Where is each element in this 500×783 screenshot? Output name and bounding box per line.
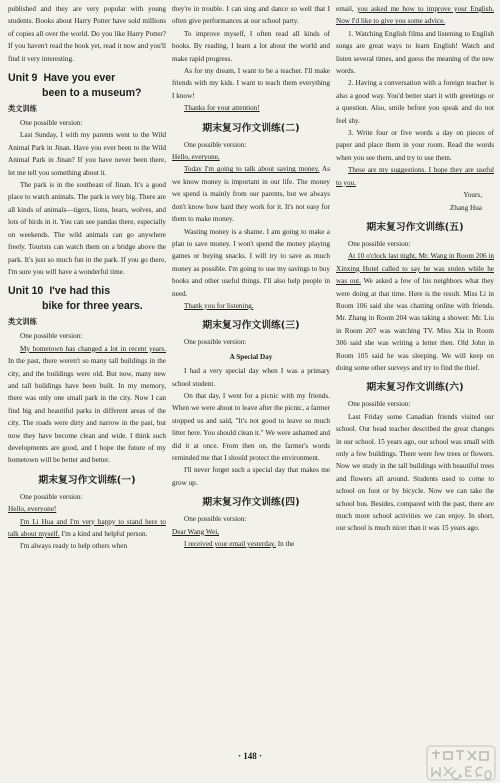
section-1-paragraph-1-rest: I'm a kind and helpful person.	[59, 530, 148, 538]
section-2-greeting: Hello, everyone,	[172, 153, 220, 162]
advice-3: 3. Write four or five words a day on pieces of paper and place them in your room. Read the words when you see them, and try to use them.	[336, 129, 494, 162]
column-3	[336, 3, 494, 745]
unit-9-title-line2: been to a museum?	[42, 87, 142, 100]
review-section-3-title: 期末复习作文训练(三)	[202, 320, 300, 332]
section-1-greeting: Hello, everyone!	[8, 505, 57, 514]
section-6-version-label: One possible version:	[348, 400, 411, 409]
review-section-1-title: 期末复习作文训练(一)	[38, 474, 136, 486]
unit-10-title-line1: I've had this	[49, 285, 111, 298]
section-2-underlined-sentence: Today I'm going to talk about saving money.	[184, 165, 320, 174]
unit-10-paragraph-rest: In the past, there weren't so many tall buildings in the city, and the buildings were old. But now, many new and tall buildings have been built. In my memory, there was only one small park in the city. Now I can find big and beautiful parks in different areas of the city. The roads were dirty and narrow in the past, but now they have become clean and wide. I think such developments are good, and I hope the future of my hometown will be better and better.	[8, 357, 166, 465]
section-5-paragraph-rest: We asked a few of his neighbors what they were doing at that time. Here is the result. Miss Li in Room 106 said she was chatting online with friends. Mr. Zhang in Room 204 was taking a shower. Mr. Liu in Room 207 was watching TV. Miss Xia in Room 306 said she was writing a letter then. Old John in Room 105 said he was sleeping. We will keep on doing some other surveys and try to find the thief.	[336, 277, 494, 372]
column-2	[172, 3, 330, 745]
section-6-paragraph: Last Friday some Canadian friends visited our school. Our head teacher described the great changes in our school. 15 years ago, our school was small with only a few buildings. There were few trees or flowers. Now we study in the tall buildings with beautiful trees and flowers all around. Students used to come to school on foot or by bicycle. Now we can take the school bus. Besides, compared with the past, there are much more school activities we can enjoy. In short, our school is much nicer than it was 15 years ago.	[336, 412, 494, 533]
section-2-paragraph-2: Wasting money is a shame. I am going to make a plan to save money. I won't spend the money playing games or buying snacks. I will try to save as much money as possible. I'm going to use my savings to buy books and other useful things. I'll also help people in need.	[172, 227, 330, 298]
unit-10-title-line2: bike for three years.	[42, 300, 143, 313]
section-5-paragraph	[336, 250, 494, 374]
unit-9-title-line1: Have you ever	[43, 72, 116, 85]
section-1-continued: they're in trouble. I can sing and dance so well that I often give performances at our school party.	[172, 5, 330, 26]
section-1-thanks: Thanks for your attention!	[184, 104, 260, 113]
section-4-underlined-sentence: I received your email yesterday.	[184, 540, 276, 549]
section-2-paragraph-1	[172, 163, 330, 225]
unit-9-number: Unit 9	[8, 72, 38, 85]
section-2-thanks: Thank you for listening.	[184, 301, 254, 310]
section-4-underlined-advice: Now I'd like to give you some advice.	[336, 17, 446, 26]
review-section-5-title: 期末复习作文训练(五)	[366, 221, 464, 233]
review-section-2-title: 期末复习作文训练(二)	[202, 122, 300, 134]
section-2-paragraph-1-rest: As we know money is important in our life. The money we spend is mainly from our parents, but we always don't know how hard they work for it. It's not easy for them to make money.	[172, 165, 330, 224]
unit-9-title	[8, 71, 166, 101]
section-1-paragraph-1	[8, 516, 166, 541]
page-number: · 148 ·	[237, 751, 262, 761]
section-4-closing: These are my suggestions. I hope they are useful to you.	[336, 166, 494, 187]
section-3-essay-title: A Special Day	[229, 352, 273, 361]
unit-9-paragraph-1: Last Sunday, I with my parents went to the Wild Animal Park in Jinan. Have you ever been to the Wild Animal Park in Jinan? If you have never been there, let me tell you something about it.	[8, 131, 166, 177]
section-4-paragraph-1-rest: In the	[275, 540, 295, 549]
section-4-version-label: One possible version:	[184, 515, 247, 524]
unit-9-subhead: 类文训练	[8, 104, 37, 114]
unit-10-version-label: One possible version:	[20, 332, 83, 341]
section-4-continued	[336, 3, 494, 28]
section-5-underlined-sentence: At 10 o'clock last night, Mr. Wang in Room 206 in Xinxing Hotel called to say he was stolen while he was out.	[336, 252, 494, 286]
watermark-logo	[426, 745, 496, 781]
section-1-paragraph-3: To improve myself, I often read all kinds of books. By reading, I learn a lot about the world and make rapid progress.	[172, 29, 330, 63]
section-3-version-label: One possible version:	[184, 338, 247, 347]
letter-sign-off: Yours,	[463, 191, 482, 200]
review-section-4-title: 期末复习作文训练(四)	[202, 497, 300, 509]
section-2-version-label: One possible version:	[184, 140, 247, 149]
unit-9-paragraph-2: The park is in the southeast of Jinan. It's a good place to watch animals. The park is very big. There are all kinds of animals—tigers, lions, bears, wolves, and lots of birds in it. You can see pandas there, especially on weekends. The wild animals can go anywhere freely. Tourists can watch them on a bridge above the park. It's just so much fun in the park. If you go there, I'm sure you will have a wonderful time.	[8, 181, 166, 276]
unit-10-underlined-sentence: My hometown has changed a lot in recent years.	[20, 344, 166, 353]
letter-signature: Zhang Hua	[449, 203, 482, 212]
section-3-paragraph-1: I had a very special day when I was a primary school student.	[172, 367, 330, 388]
section-4-paragraph-1	[172, 538, 330, 550]
section-1-version-label: One possible version:	[20, 492, 83, 501]
column-1	[8, 3, 166, 745]
advice-1: 1. Watching English films and listening to English songs are great ways to learn English! Watch and listen several times, and guess the meaning of the new words.	[336, 29, 494, 76]
section-1-underlined-sentence: I'm Li Hua and I'm very happy to stand here to talk about myself.	[8, 517, 166, 538]
review-section-6-title: 期末复习作文训练(六)	[366, 382, 464, 394]
section-1-paragraph-2: I'm always ready to help others when	[20, 542, 128, 551]
section-4-continued-start: email,	[336, 5, 357, 13]
unit-10-number: Unit 10	[8, 285, 44, 298]
section-1-paragraph-4: As for my dream, I want to be a teacher. I'll make friends with my kids. I want to teach them everything I know!	[172, 67, 330, 100]
unit-10-subhead: 类文训练	[8, 317, 37, 327]
unit-10-paragraph	[8, 343, 166, 467]
unit-9-version-label: One possible version:	[20, 119, 83, 128]
section-4-greeting: Dear Wang Wei,	[172, 527, 220, 536]
intro-paragraph: published and they are very popular with young students. Books about Harry Potter have sold millions of copies all over the world. Do you like Harry Potter? If you haven't read the book yet, read it now and you'll find it very interesting.	[8, 5, 166, 63]
unit-10-title	[8, 284, 166, 314]
section-4-underlined-question: you asked me how to improve your English.	[356, 5, 494, 13]
advice-2: 2. Having a conversation with a foreign teacher is also a good way. You'd better start it with greetings or a question. Also, smile before you speak and do not feel shy.	[336, 79, 494, 125]
section-3-paragraph-2: On that day, I went for a picnic with my friends. When we were about to leave after the picnic, a farmer stopped us and said, "It's not good to leave so much litter here. You should clean it." We were ashamed and did it at once. From then on, the farmer's words reminded me that I should protect the environment.	[172, 391, 330, 462]
section-5-version-label: One possible version:	[348, 239, 411, 248]
section-3-paragraph-3: I'll never forget such a special day that makes me grow up.	[172, 466, 330, 487]
